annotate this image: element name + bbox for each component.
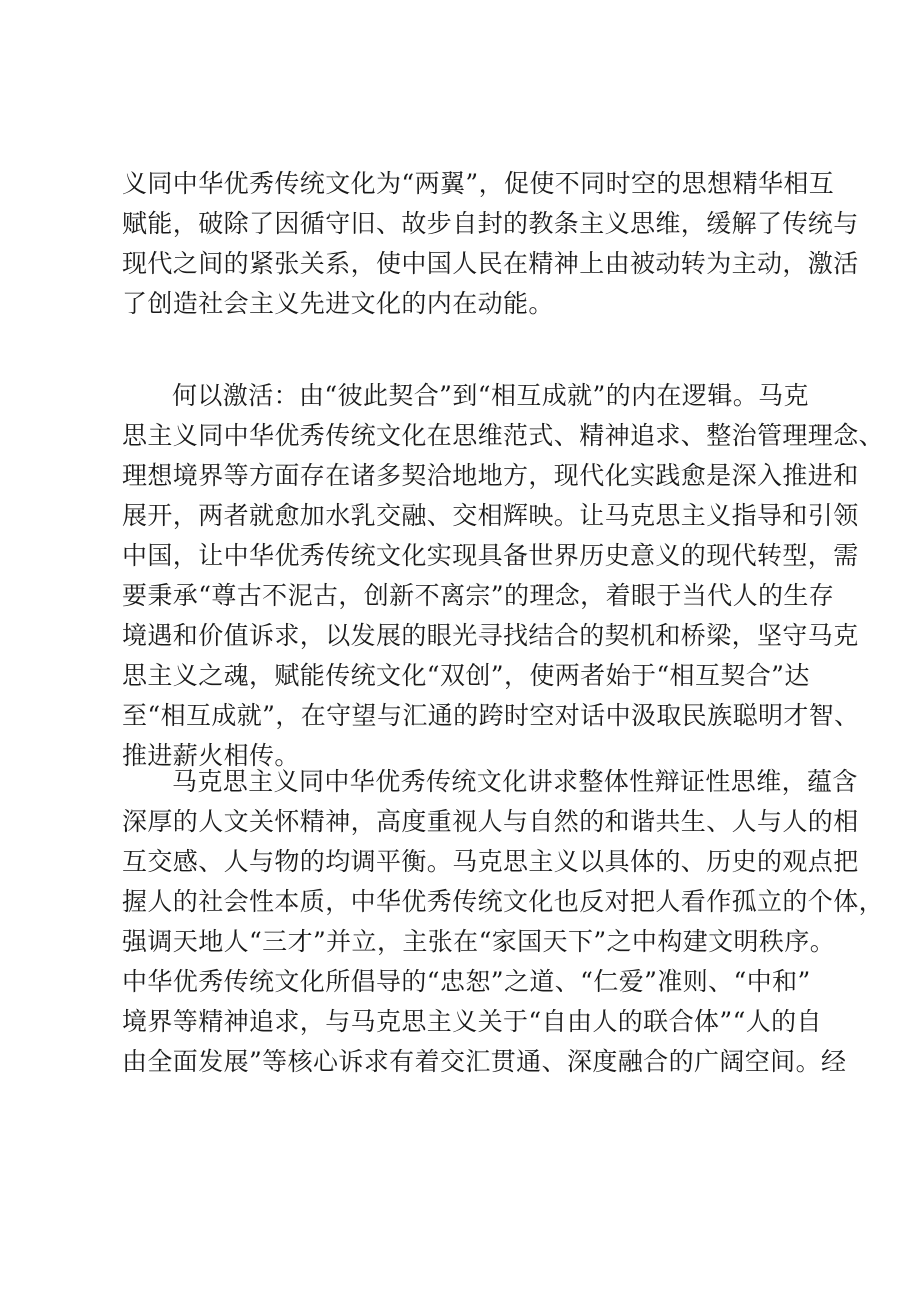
- text-line: 境遇和价值诉求，以发展的眼光寻找结合的契机和桥梁，坚守马克: [122, 621, 859, 650]
- text-line: 了创造社会主义先进文化的内在动能。: [122, 289, 554, 318]
- text-line: 中华优秀传统文化所倡导的“忠恕”之道、“仁爱”准则、“中和”: [122, 967, 811, 996]
- text-line: 中国，让中华优秀传统文化实现具备世界历史意义的现代转型，需: [122, 541, 859, 570]
- paragraph-1: [122, 164, 859, 324]
- text-line: 思主义之魂，赋能传统文化“双创”，使两者始于“相互契合”达: [122, 661, 810, 690]
- text-line: 境界等精神追求，与马克思主义关于“自由人的联合体”“人的自: [122, 1007, 822, 1036]
- text-line: 思主义同中华优秀传统文化在思维范式、精神追求、整治管理理念、: [122, 421, 885, 450]
- paragraph-2: [122, 376, 885, 776]
- text-line: 现代之间的紧张关系，使中国人民在精神上由被动转为主动，激活: [122, 249, 859, 278]
- text-line: 强调天地人“三才”并立，主张在“家国天下”之中构建文明秩序。: [122, 927, 836, 956]
- text-line: 何以激活：由“彼此契合”到“相互成就”的内在逻辑。马克: [172, 381, 809, 410]
- text-line: 马克思主义同中华优秀传统文化讲求整体性辩证性思维，蕴含: [172, 767, 858, 796]
- text-line: 至“相互成就”，在守望与汇通的跨时空对话中汲取民族聪明才智、: [122, 701, 860, 730]
- text-line: 义同中华优秀传统文化为“两翼”，促使不同时空的思想精华相互: [122, 169, 835, 198]
- text-line: 由全面发展”等核心诉求有着交汇贯通、深度融合的广阔空间。经: [122, 1047, 847, 1076]
- text-line: 深厚的人文关怀精神，高度重视人与自然的和谐共生、人与人的相: [122, 807, 859, 836]
- text-line: 赋能，破除了因循守旧、故步自封的教条主义思维，缓解了传统与: [122, 209, 859, 238]
- text-line: 理想境界等方面存在诸多契洽地地方，现代化实践愈是深入推进和: [122, 461, 859, 490]
- text-line: 握人的社会性本质，中华优秀传统文化也反对把人看作孤立的个体，: [122, 887, 885, 916]
- paragraph-3: [122, 762, 885, 1082]
- text-line: 要秉承“尊古不泥古，创新不离宗”的理念，着眼于当代人的生存: [122, 581, 835, 610]
- text-line: 推进薪火相传。: [122, 741, 300, 770]
- text-line: 展开，两者就愈加水乳交融、交相辉映。让马克思主义指导和引领: [122, 501, 859, 530]
- text-line: 互交感、人与物的均调平衡。马克思主义以具体的、历史的观点把: [122, 847, 859, 876]
